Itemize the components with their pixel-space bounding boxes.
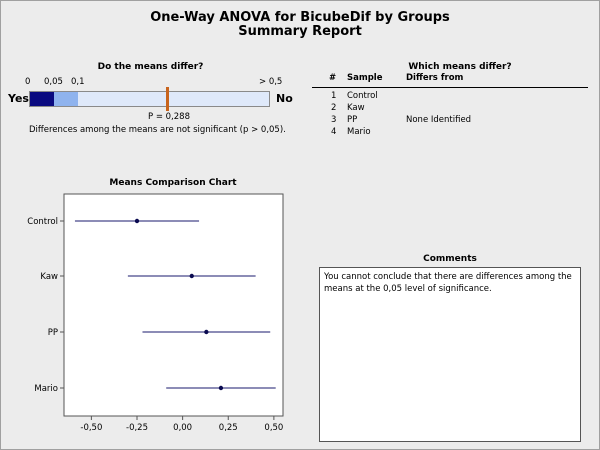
y-tick-label: Kaw xyxy=(40,272,58,282)
row-num: 2 xyxy=(331,103,337,113)
row-num: 4 xyxy=(331,127,337,137)
mean-point xyxy=(204,330,208,334)
scale-label-005: 0,05 xyxy=(44,77,63,87)
row-num: 1 xyxy=(331,91,337,101)
row-num: 3 xyxy=(331,115,337,125)
yes-label: Yes xyxy=(8,92,29,105)
report-title: One-Way ANOVA for BicubeDif by Groups xyxy=(150,10,450,25)
col-header-differs: Differs from xyxy=(406,73,464,83)
scale-label-0: 0 xyxy=(25,77,31,87)
y-tick-label: Mario xyxy=(34,384,58,394)
mean-point xyxy=(219,386,223,390)
comments-text: You cannot conclude that there are differences among the means at the 0,05 level of significance. xyxy=(324,272,572,294)
x-tick-label: 0,00 xyxy=(173,423,193,433)
x-tick-label: -0,25 xyxy=(126,423,148,433)
x-tick-label: 0,25 xyxy=(218,423,238,433)
y-tick-label: Control xyxy=(27,217,58,227)
col-header-sample: Sample xyxy=(347,73,383,83)
row-sample: Control xyxy=(347,91,378,101)
comments-heading: Comments xyxy=(423,254,477,264)
no-label: No xyxy=(276,92,293,105)
x-tick-label: -0,50 xyxy=(80,423,103,433)
row-differs: None Identified xyxy=(406,115,472,125)
comments-box xyxy=(319,267,581,442)
significance-conclusion: Differences among the means are not significant (p > 0,05). xyxy=(29,125,286,135)
report-subtitle: Summary Report xyxy=(238,24,362,39)
p-value-label: P = 0,288 xyxy=(148,112,190,122)
row-sample: Mario xyxy=(347,127,371,137)
which-differ-heading: Which means differ? xyxy=(408,62,512,72)
chart-title: Means Comparison Chart xyxy=(109,178,237,188)
plot-area xyxy=(64,194,283,416)
row-sample: Kaw xyxy=(347,103,365,113)
x-tick-label: 0,50 xyxy=(264,423,284,433)
means-differ-heading: Do the means differ? xyxy=(97,62,204,72)
scale-label-01: 0,1 xyxy=(71,77,85,87)
y-tick-label: PP xyxy=(47,328,58,338)
col-header-num: # xyxy=(329,73,337,83)
mean-point xyxy=(190,274,194,278)
mean-point xyxy=(135,219,139,223)
row-sample: PP xyxy=(347,115,358,125)
scale-label-05: > 0,5 xyxy=(259,77,283,87)
